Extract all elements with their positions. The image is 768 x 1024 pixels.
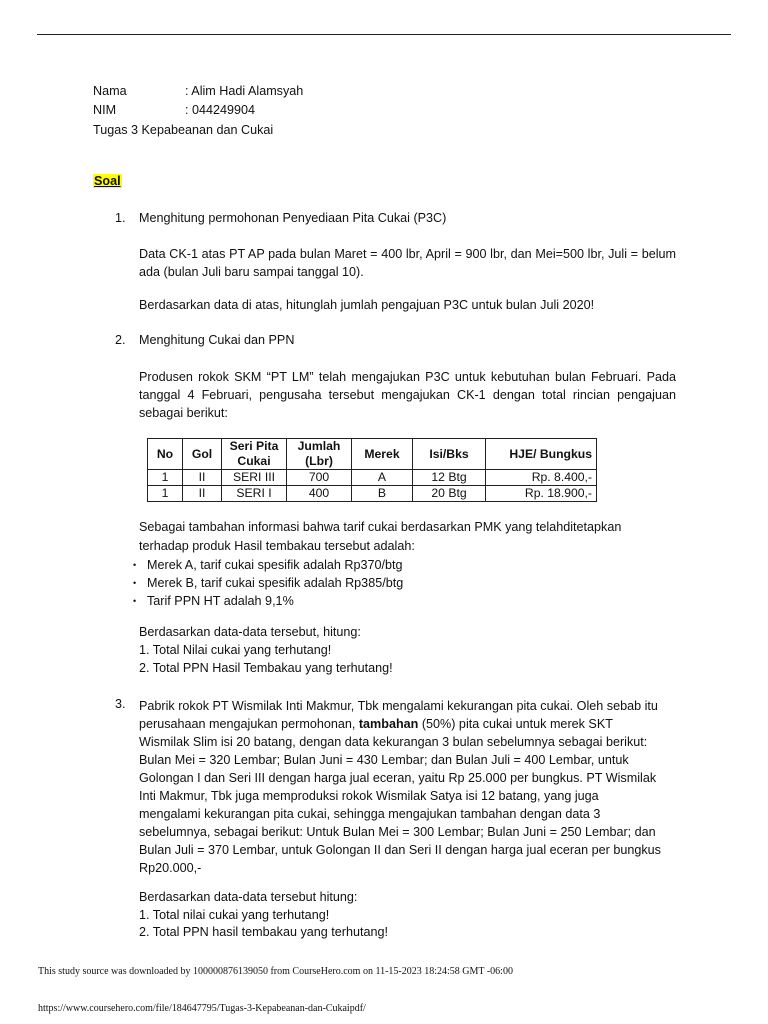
- nama-value: : Alim Hadi Alamsyah: [185, 84, 304, 98]
- q2-ask: Berdasarkan data-data tersebut, hitung:: [139, 625, 361, 639]
- q2-tariff-list: [133, 556, 403, 610]
- table-cell: 12 Btg: [413, 470, 486, 486]
- list-item: • Merek B, tarif cukai spesifik adalah Rp385/btg: [133, 576, 404, 590]
- table-header-cell: Jumlah (Lbr): [287, 439, 352, 470]
- table-row: [148, 470, 597, 486]
- q2-task-1: 1. Total Nilai cukai yang terhutang!: [139, 643, 332, 657]
- q2-info-line-1: Sebagai tambahan informasi bahwa tarif cukai berdasarkan PMK yang telahditetapkan: [139, 520, 622, 534]
- assignment-title: Tugas 3 Kepabeanan dan Cukai: [93, 123, 274, 137]
- table-cell: 20 Btg: [413, 486, 486, 502]
- q2-task-2: 2. Total PPN Hasil Tembakau yang terhutang!: [139, 661, 393, 675]
- q1-number: 1.: [115, 211, 126, 225]
- table-row: [148, 486, 597, 502]
- nim-label: NIM: [93, 103, 117, 117]
- table-cell: Rp. 8.400,-: [486, 470, 597, 486]
- q3-line: Bulan Mei = 320 Lembar; Bulan Juni = 430 Lembar; dan Bulan Juli = 400 Lembar, untuk: [139, 753, 629, 767]
- nim-value: : 044249904: [185, 103, 256, 117]
- table-cell: A: [352, 470, 413, 486]
- q3-ask: Berdasarkan data-data tersebut hitung:: [139, 890, 358, 904]
- q3-line: Rp20.000,-: [139, 861, 202, 875]
- q3-line: Wismilak Slim isi 20 batang, dengan data kekurangan 3 bulan sebelumnya sebagai berikut:: [139, 735, 648, 749]
- q3-line: Bulan Juli = 370 Lembar, untuk Golongan II dan Seri II dengan harga jual eceran per bungkus: [139, 843, 661, 857]
- table-cell: Rp. 18.900,-: [486, 486, 597, 502]
- table-header-cell: Isi/Bks: [413, 439, 486, 470]
- table-cell: SERI I: [222, 486, 287, 502]
- table-header-cell: No: [148, 439, 183, 470]
- list-item: • Tarif PPN HT adalah 9,1%: [133, 594, 294, 608]
- table-cell: 400: [287, 486, 352, 502]
- table-header-cell: Gol: [183, 439, 222, 470]
- q1-paragraph-data: Data CK-1 atas PT AP pada bulan Maret = 400 lbr, April = 900 lbr, dan Mei=500 lbr, Juli = belum ada (bulan Juli baru sampai tanggal 10).: [139, 247, 676, 279]
- table-cell: 1: [148, 470, 183, 486]
- q3-line: sebelumnya, sebagai berikut: Untuk Bulan Mei = 300 Lembar; Bulan Juni = 250 Lembar; dan: [139, 825, 656, 839]
- q3-line: Pabrik rokok PT Wismilak Inti Makmur, Tbk mengalami kekurangan pita cukai. Oleh sebab itu: [139, 699, 658, 713]
- table-header-cell: Merek: [352, 439, 413, 470]
- q1-paragraph-question: Berdasarkan data di atas, hitunglah jumlah pengajuan P3C untuk bulan Juli 2020!: [139, 298, 595, 312]
- table-cell: 1: [148, 486, 183, 502]
- q3-line: Golongan I dan Seri III dengan harga jual eceran, yaitu Rp 25.000 per bungkus. PT Wismilak: [139, 771, 657, 785]
- table-cell: SERI III: [222, 470, 287, 486]
- bullet-icon: •: [133, 596, 137, 606]
- q3-paragraph: [139, 697, 676, 877]
- source-url-link[interactable]: https://www.coursehero.com/file/184647795/Tugas-3-Kepabeanan-dan-Cukaipdf/: [38, 1003, 366, 1014]
- q2-number: 2.: [115, 333, 126, 347]
- table-cell: II: [183, 470, 222, 486]
- table-cell: II: [183, 486, 222, 502]
- list-item: • Merek A, tarif cukai spesifik adalah Rp370/btg: [133, 558, 403, 572]
- q1-title: Menghitung permohonan Penyediaan Pita Cukai (P3C): [139, 211, 447, 225]
- bullet-icon: •: [133, 578, 137, 588]
- table-header-cell: HJE/ Bungkus: [486, 439, 597, 470]
- q2-paragraph-intro: Produsen rokok SKM “PT LM” telah mengajukan P3C untuk kebutuhan bulan Februari. Pada tanggal 4 Februari, pengusaha tersebut mengajukan CK-1 dengan total rincian pengajuan sebagai berikut:: [139, 370, 676, 420]
- download-note: This study source was downloaded by 100000876139050 from CourseHero.com on 11-15-2023 18:24:58 GMT -06:00: [38, 966, 513, 977]
- table-header-cell: Seri Pita Cukai: [222, 439, 287, 470]
- q3-task-2: 2. Total PPN hasil tembakau yang terhutang!: [139, 925, 388, 939]
- soal-heading: Soal: [94, 174, 121, 188]
- q2-title: Menghitung Cukai dan PPN: [139, 333, 295, 347]
- q3-task-1: 1. Total nilai cukai yang terhutang!: [139, 908, 330, 922]
- q2-info-line-2: terhadap produk Hasil tembakau tersebut adalah:: [139, 539, 415, 553]
- bullet-icon: •: [133, 560, 137, 570]
- nama-label: Nama: [93, 84, 127, 98]
- q3-line: perusahaan mengajukan permohonan, tambahan (50%) pita cukai untuk merek SKT: [139, 717, 613, 731]
- q3-number: 3.: [115, 697, 126, 711]
- q3-line: Inti Makmur, Tbk juga memproduksi rokok Wismilak Satya isi 12 batang, yang juga: [139, 789, 599, 803]
- q3-bold-word: tambahan: [358, 717, 419, 731]
- ck1-table: [147, 438, 597, 502]
- top-divider: [37, 34, 731, 35]
- table-header-row: [148, 439, 597, 470]
- q3-line: mengalami kekurangan pita cukai, sehingga mengajukan tambahan dengan data 3: [139, 807, 601, 821]
- table-cell: B: [352, 486, 413, 502]
- table-cell: 700: [287, 470, 352, 486]
